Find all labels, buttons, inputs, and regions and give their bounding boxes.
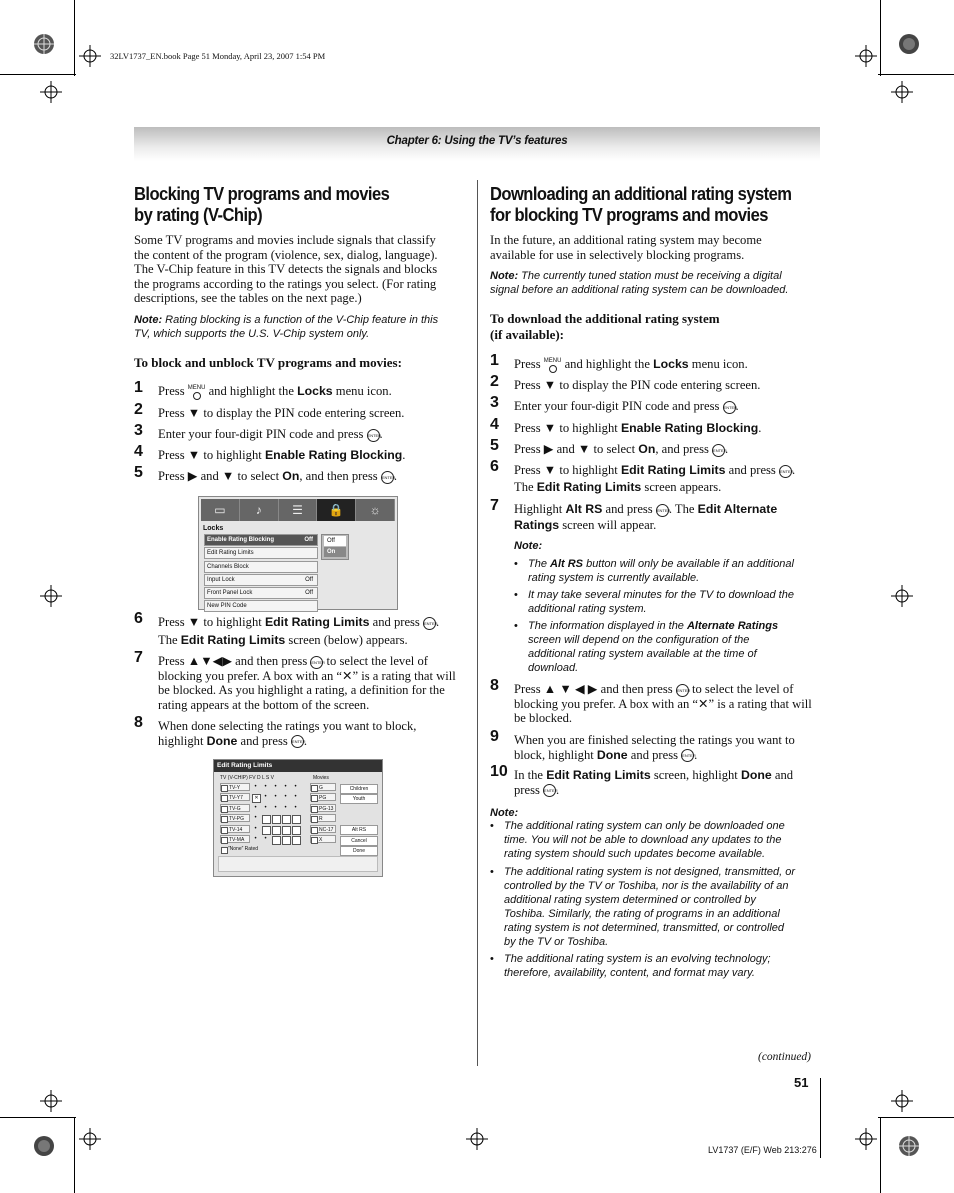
- rating-row: [220, 804, 380, 813]
- rating-box[interactable]: [292, 815, 301, 824]
- registration-mark-icon: [33, 33, 55, 55]
- registration-mark-icon: [898, 33, 920, 55]
- rating-row: [220, 814, 380, 823]
- final-note-bullet: • The additional rating system can only be downloaded one time. You will not be able to download any updates to the rating system should such updates become available.: [490, 820, 785, 860]
- locks-item[interactable]: Front Panel Lock Off: [204, 587, 318, 599]
- movie-rating-label[interactable]: PG-13: [310, 804, 336, 812]
- rating-box[interactable]: [282, 815, 291, 824]
- right-step-4: 4 Press ▼ to highlight Enable Rating Blocking.: [490, 416, 762, 435]
- chapter-header-bar: [134, 127, 820, 161]
- alt-rs-button[interactable]: Alt RS: [340, 825, 378, 835]
- locks-item[interactable]: New PIN Code: [204, 600, 318, 612]
- rating-box[interactable]: [272, 836, 281, 845]
- movie-checkbox[interactable]: [311, 785, 318, 792]
- left-note: Note: Rating blocking is a function of the V-Chip feature in this TV, which supports the U.S. V-Chip system only.: [134, 314, 439, 340]
- enter-button-icon: ENTER: [676, 684, 689, 697]
- right-note: Note: The currently tuned station must be receiving a digital signal before an additional rating system can be downloaded.: [490, 270, 789, 296]
- enter-button-icon: ENTER: [381, 471, 394, 484]
- left-step-5: 5 Press ▶ and ▼ to select On, and then press ENTER.: [134, 464, 398, 483]
- final-note-label: Note:: [490, 807, 519, 819]
- crosshair-icon: [891, 585, 913, 607]
- locks-menu-screenshot: [198, 496, 398, 610]
- crop-mark: [74, 1117, 75, 1193]
- right-step-6: 6 Press ▼ to highlight Edit Rating Limits and press ENTER. The Edit Rating Limits screen appears.: [490, 458, 796, 494]
- right-step-1: 1 Press MENU and highlight the Locks menu icon.: [490, 352, 748, 371]
- rating-definition-area: [218, 856, 378, 872]
- right-step-10: 10 In the Edit Rating Limits screen, highlight Done and press ENTER.: [490, 763, 794, 797]
- tv-rating-label[interactable]: TV-PG: [220, 814, 250, 822]
- left-subheading: To block and unblock TV programs and movies:: [134, 355, 402, 370]
- crop-mark: [880, 0, 881, 76]
- locks-list: [204, 534, 318, 614]
- right-step-5: 5 Press ▶ and ▼ to select On, and press ENTER.: [490, 437, 729, 456]
- tv-rating-label[interactable]: TV-14: [220, 825, 250, 833]
- rating-dot: •: [284, 784, 287, 790]
- left-section-title: Blocking TV programs and movies by rating (V-Chip): [134, 184, 390, 225]
- lock-icon: 🔒: [317, 499, 356, 521]
- crosshair-icon: [891, 1090, 913, 1112]
- final-note-bullet: • The additional rating system is not designed, transmitted, or controlled by the TV or Toshiba, nor is the availability of an additional rating system determined or controlled by Toshiba. Similarly, the rating of programs in an additional rating system is not determined, transmitted, or controlled by the TV or Toshiba.: [490, 866, 796, 948]
- rating-checkbox[interactable]: [221, 847, 228, 854]
- menu-button-icon: MENU: [544, 358, 562, 373]
- crop-mark: [74, 0, 75, 76]
- column-divider: [477, 180, 478, 1066]
- rating-dot: •: [274, 794, 277, 801]
- crop-mark: [880, 1117, 881, 1193]
- tv-rating-label[interactable]: TV-Y7: [220, 793, 250, 801]
- right-intro: In the future, an additional rating system may become available for use in selectively blocking programs.: [490, 233, 762, 262]
- tv-column-header: TV (V-CHIP) FV D L S V: [220, 775, 274, 781]
- left-step-2: 2 Press ▼ to display the PIN code entering screen.: [134, 401, 405, 420]
- right-step-7: 7 Highlight Alt RS and press ENTER. The Edit Alternate Ratings screen will appear.: [490, 497, 778, 532]
- left-step-1: 1 Press MENU and highlight the Locks menu icon.: [134, 379, 392, 398]
- movies-column-header: Movies: [313, 775, 329, 781]
- inner-note-bullet: • The Alt RS button will only be available if an additional rating system is currently available.: [514, 558, 794, 584]
- enter-button-icon: ENTER: [423, 617, 436, 630]
- rating-box[interactable]: [262, 826, 271, 835]
- crosshair-icon: [855, 45, 877, 67]
- crosshair-icon: [891, 81, 913, 103]
- rating-dot: •: [264, 784, 267, 790]
- left-step-3: 3 Enter your four-digit PIN code and press ENTER.: [134, 422, 383, 441]
- rating-dot: •: [274, 804, 277, 811]
- right-subheading: To download the additional rating system (if available):: [490, 311, 720, 342]
- audio-icon: ♪: [240, 499, 279, 521]
- movie-checkbox[interactable]: [311, 837, 318, 844]
- right-step-9: 9 When you are finished selecting the ratings you want to block, highlight Done and press ENTER.: [490, 728, 795, 762]
- rating-box[interactable]: [292, 826, 301, 835]
- locks-title: Locks: [203, 525, 224, 532]
- rating-dot: •: [274, 784, 277, 790]
- crosshair-icon: [40, 585, 62, 607]
- popup-option-off[interactable]: Off: [324, 536, 346, 546]
- registration-mark-icon: [898, 1135, 920, 1157]
- tv-rating-label[interactable]: TV-Y: [220, 783, 250, 791]
- crosshair-icon: [40, 81, 62, 103]
- enter-button-icon: ENTER: [310, 656, 323, 669]
- movie-rating-label[interactable]: PG: [310, 793, 336, 801]
- movie-rating-label[interactable]: R: [310, 814, 336, 822]
- edit-rating-title: Edit Rating Limits: [214, 760, 382, 772]
- movie-rating-label[interactable]: G: [310, 783, 336, 791]
- continued-label: (continued): [758, 1051, 812, 1063]
- rating-box[interactable]: [292, 836, 301, 845]
- rating-box[interactable]: [272, 826, 281, 835]
- inner-note-label: Note:: [514, 540, 543, 552]
- popup-option-on[interactable]: On: [324, 547, 346, 557]
- rating-dot: •: [254, 804, 257, 811]
- rating-checkbox[interactable]: [221, 795, 228, 802]
- enter-button-icon: ENTER: [291, 735, 304, 748]
- crosshair-icon: [466, 1128, 488, 1150]
- rating-box[interactable]: [272, 815, 281, 824]
- enter-button-icon: ENTER: [712, 444, 725, 457]
- rating-dot: •: [284, 804, 287, 811]
- left-step-8: 8 When done selecting the ratings you want to block, highlight Done and press ENTER.: [134, 714, 417, 748]
- setup-icon: ☰: [279, 499, 318, 521]
- crosshair-icon: [855, 1128, 877, 1150]
- rating-box[interactable]: [282, 826, 291, 835]
- rating-checkbox[interactable]: [221, 806, 228, 813]
- tv-rating-label[interactable]: TV-G: [220, 804, 250, 812]
- left-intro: Some TV programs and movies include signals that classify the content of the program (violence, sex, dialog, language). The V-Chip feature in this TV detects the signals and blocks the programs according to the ratings you select. (For rating descriptions, see the tables on the next page.): [134, 233, 438, 306]
- rating-dot: •: [294, 794, 297, 801]
- rating-dot: •: [294, 804, 297, 811]
- rating-checkbox[interactable]: [221, 785, 228, 792]
- locks-item[interactable]: Edit Rating Limits: [204, 547, 318, 559]
- enter-button-icon: ENTER: [543, 784, 556, 797]
- enter-button-icon: ENTER: [723, 401, 736, 414]
- final-note-bullet: • The additional rating system is an evolving technology; therefore, availability, content, and format may vary.: [490, 953, 771, 979]
- rating-box[interactable]: [262, 815, 271, 824]
- on-off-popup: [321, 534, 349, 560]
- enter-button-icon: ENTER: [779, 465, 792, 478]
- movie-checkbox[interactable]: [311, 806, 318, 813]
- movie-checkbox[interactable]: [311, 816, 318, 823]
- locks-item[interactable]: Input Lock Off: [204, 574, 318, 586]
- children-button[interactable]: Children: [340, 784, 378, 794]
- cancel-button[interactable]: Cancel: [340, 836, 378, 846]
- movie-checkbox[interactable]: [311, 795, 318, 802]
- movie-checkbox[interactable]: [311, 827, 318, 834]
- right-step-3: 3 Enter your four-digit PIN code and press ENTER.: [490, 394, 739, 413]
- enter-button-icon: ENTER: [681, 749, 694, 762]
- inner-note-bullet: • The information displayed in the Alternate Ratings screen will depend on the configuration of the additional rating system available at the time of download.: [514, 620, 779, 674]
- rating-box[interactable]: [282, 836, 291, 845]
- enter-button-icon: ENTER: [367, 429, 380, 442]
- rating-dot: •: [284, 794, 287, 801]
- crosshair-icon: [40, 1090, 62, 1112]
- preferences-icon: ☼: [356, 499, 395, 521]
- left-step-4: 4 Press ▼ to highlight Enable Rating Blocking.: [134, 443, 406, 462]
- menu-icon-bar: [201, 499, 395, 521]
- rating-dot: •: [264, 794, 267, 801]
- right-step-2: 2 Press ▼ to display the PIN code entering screen.: [490, 373, 761, 392]
- left-step-7: 7 Press ▲▼◀▶ and then press ENTER to select the level of blocking you prefer. A box with an “✕” is a rating that will be blocked. As you highlight a rating, a definition for the rating appears at the bottom of the screen.: [134, 649, 456, 712]
- print-code: LV1737 (E/F) Web 213:276: [708, 1145, 817, 1155]
- crop-mark: [820, 1078, 821, 1158]
- movie-rating-label[interactable]: X: [310, 835, 336, 843]
- inner-note-bullet: • It may take several minutes for the TV to download the additional rating system.: [514, 589, 794, 615]
- left-step-6: 6 Press ▼ to highlight Edit Rating Limits and press ENTER. The Edit Rating Limits screen (below) appears.: [134, 610, 440, 647]
- rating-dot: •: [254, 836, 257, 842]
- tv-rating-label[interactable]: “None” Rated: [228, 846, 259, 853]
- crop-mark: [0, 1117, 76, 1118]
- rating-checkbox[interactable]: [221, 827, 228, 834]
- rating-box[interactable]: ✕: [252, 794, 261, 803]
- rating-dot: •: [264, 836, 267, 842]
- rating-dot: •: [254, 825, 257, 832]
- locks-item[interactable]: Enable Rating Blocking Off: [204, 534, 318, 546]
- page-number: 51: [794, 1075, 809, 1090]
- registration-mark-icon: [33, 1135, 55, 1157]
- book-info-line: 32LV1737_EN.book Page 51 Monday, April 23, 2007 1:54 PM: [110, 51, 326, 61]
- locks-item[interactable]: Channels Block: [204, 561, 318, 573]
- rating-dot: •: [294, 784, 297, 790]
- rating-dot: •: [254, 784, 257, 790]
- menu-button-icon: MENU: [188, 385, 206, 400]
- youth-button[interactable]: Youth: [340, 794, 378, 804]
- rating-checkbox[interactable]: [221, 837, 228, 844]
- crosshair-icon: [79, 1128, 101, 1150]
- enter-button-icon: ENTER: [656, 504, 669, 517]
- movie-rating-label[interactable]: NC-17: [310, 825, 336, 833]
- crop-mark: [878, 74, 954, 75]
- tv-rating-label[interactable]: TV-MA: [220, 835, 250, 843]
- crop-mark: [0, 74, 76, 75]
- crop-mark: [878, 1117, 954, 1118]
- chapter-title: Chapter 6: Using the TV’s features: [386, 135, 568, 147]
- right-section-title: Downloading an additional rating system for blocking TV programs and movies: [490, 184, 792, 225]
- edit-rating-limits-screenshot: [213, 759, 383, 877]
- rating-dot: •: [254, 815, 257, 822]
- right-step-8: 8 Press ▲ ▼ ◀ ▶ and then press ENTER to select the level of blocking you prefer. A box with an “✕” is a rating that will be blocked.: [490, 677, 812, 726]
- picture-icon: ▭: [201, 499, 240, 521]
- rating-checkbox[interactable]: [221, 816, 228, 823]
- crosshair-icon: [79, 45, 101, 67]
- rating-dot: •: [264, 804, 267, 811]
- done-button[interactable]: Done: [340, 846, 378, 856]
